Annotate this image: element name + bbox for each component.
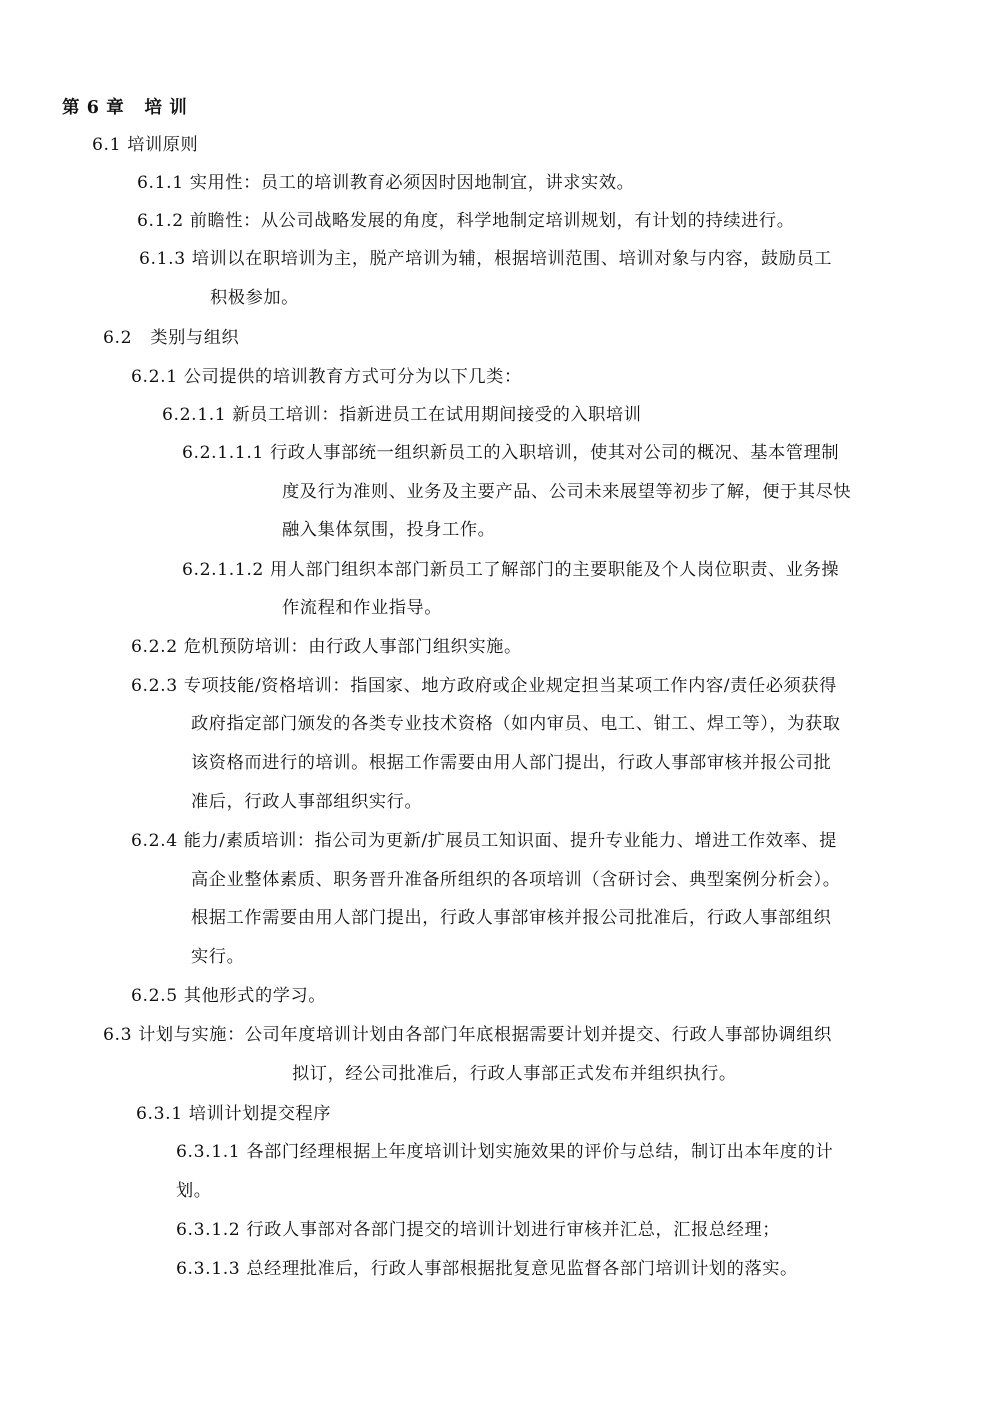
section-6-2-heading	[103, 327, 239, 349]
item-number: 6.2.4	[131, 831, 178, 851]
item-6-3-1-2: 6.3.1.2 行政人事部对各部门提交的培训计划进行审核并汇总，汇报总经理；	[176, 1220, 781, 1240]
item-6-1-1	[137, 172, 634, 194]
item-6-2-1-1-2	[182, 559, 839, 581]
item-text: 行政人事部统一组织新员工的入职培训，使其对公司的概况、基本管理制	[269, 443, 840, 463]
item-6-2-1-1-1	[182, 442, 839, 464]
chapter-heading	[62, 97, 187, 119]
item-number: 6.2.1.1.1	[182, 443, 264, 463]
item-number: 6.2.3	[131, 676, 178, 696]
item-text: 各部门经理根据上年度培训计划实施效果的评价与总结，制订出本年度的计	[246, 1142, 834, 1162]
item-text: 用人部门组织本部门新员工了解部门的主要职能及个人岗位职责、业务操	[269, 560, 840, 580]
section-number: 6.2	[103, 328, 133, 348]
item-6-3-1-1-line2: 划。	[176, 1181, 212, 1201]
item-6-1-3	[139, 248, 832, 270]
item-6-2-1-1-1-line3: 融入集体氛围，投身工作。	[282, 520, 496, 540]
item-number: 6.1.2	[137, 211, 184, 231]
item-6-2-3	[131, 675, 837, 697]
item-6-2-3-line4: 准后，行政人事部组织实行。	[191, 792, 423, 812]
item-6-2-1-1-1-line2: 度及行为准则、业务及主要产品、公司未来展望等初步了解，便于其尽快	[282, 482, 852, 502]
section-title: 类别与组织	[150, 328, 240, 348]
item-text: 能力/素质培训：指公司为更新/扩展员工知识面、提升专业能力、增进工作效率、提	[183, 831, 837, 851]
item-6-2-5: 6.2.5 其他形式的学习。	[131, 986, 327, 1006]
item-6-2-3-line3: 该资格而进行的培训。根据工作需要由用人部门提出，行政人事部审核并报公司批	[191, 753, 832, 773]
item-text: 实用性：员工的培训教育必须因时因地制宜，讲求实效。	[189, 173, 635, 193]
item-text: 专项技能/资格培训：指国家、地方政府或企业规定担当某项工作内容/责任必须获得	[183, 676, 837, 696]
item-6-3-1-1	[176, 1141, 833, 1163]
item-number: 6.2.1.1.2	[182, 560, 264, 580]
item-6-2-2: 6.2.2 危机预防培训：由行政人事部门组织实施。	[131, 637, 522, 657]
item-text: 培训以在职培训为主，脱产培训为辅，根据培训范围、培训对象与内容，鼓励员工	[191, 249, 833, 269]
item-6-2-1-1-2-line2: 作流程和作业指导。	[282, 598, 443, 618]
item-number: 6.1.1	[137, 173, 184, 193]
item-text: 前瞻性：从公司战略发展的角度，科学地制定培训规划，有计划的持续进行。	[189, 211, 795, 231]
section-6-1-heading: 6.1 培训原则	[92, 135, 199, 155]
section-6-3-line2: 拟订，经公司批准后，行政人事部正式发布并组织执行。	[292, 1064, 737, 1084]
item-number: 6.1.3	[139, 249, 186, 269]
item-6-2-4-line2: 高企业整体素质、职务晋升准备所组织的各项培训（含研讨会、典型案例分析会）。	[191, 870, 841, 890]
chapter-title: 培 训	[144, 98, 188, 118]
section-number: 6.3	[103, 1025, 133, 1045]
item-6-2-3-line2: 政府指定部门颁发的各类专业技术资格（如内审员、电工、钳工、焊工等），为获取	[191, 714, 841, 734]
item-6-1-3-continuation: 积极参加。	[210, 288, 299, 308]
item-6-3-1-3: 6.3.1.3 总经理批准后，行政人事部根据批复意见监督各部门培训计划的落实。	[176, 1259, 798, 1279]
item-6-2-4-line3: 根据工作需要由用人部门提出，行政人事部审核并报公司批准后，行政人事部组织	[191, 908, 832, 928]
item-6-1-2	[137, 210, 795, 232]
chapter-number: 第 6 章	[62, 98, 125, 118]
item-6-2-4	[131, 830, 837, 852]
item-6-3-1: 6.3.1 培训计划提交程序	[136, 1104, 332, 1124]
item-6-2-1: 6.2.1 公司提供的培训教育方式可分为以下几类：	[131, 367, 522, 387]
item-6-2-1-1: 6.2.1.1 新员工培训：指新进员工在试用期间接受的入职培训	[162, 405, 642, 425]
section-text: 计划与实施：公司年度培训计划由各部门年底根据需要计划并提交、行政人事部协调组织	[138, 1025, 832, 1045]
section-6-3	[103, 1024, 832, 1046]
item-6-2-4-line4: 实行。	[191, 947, 245, 967]
item-number: 6.3.1.1	[176, 1142, 241, 1162]
